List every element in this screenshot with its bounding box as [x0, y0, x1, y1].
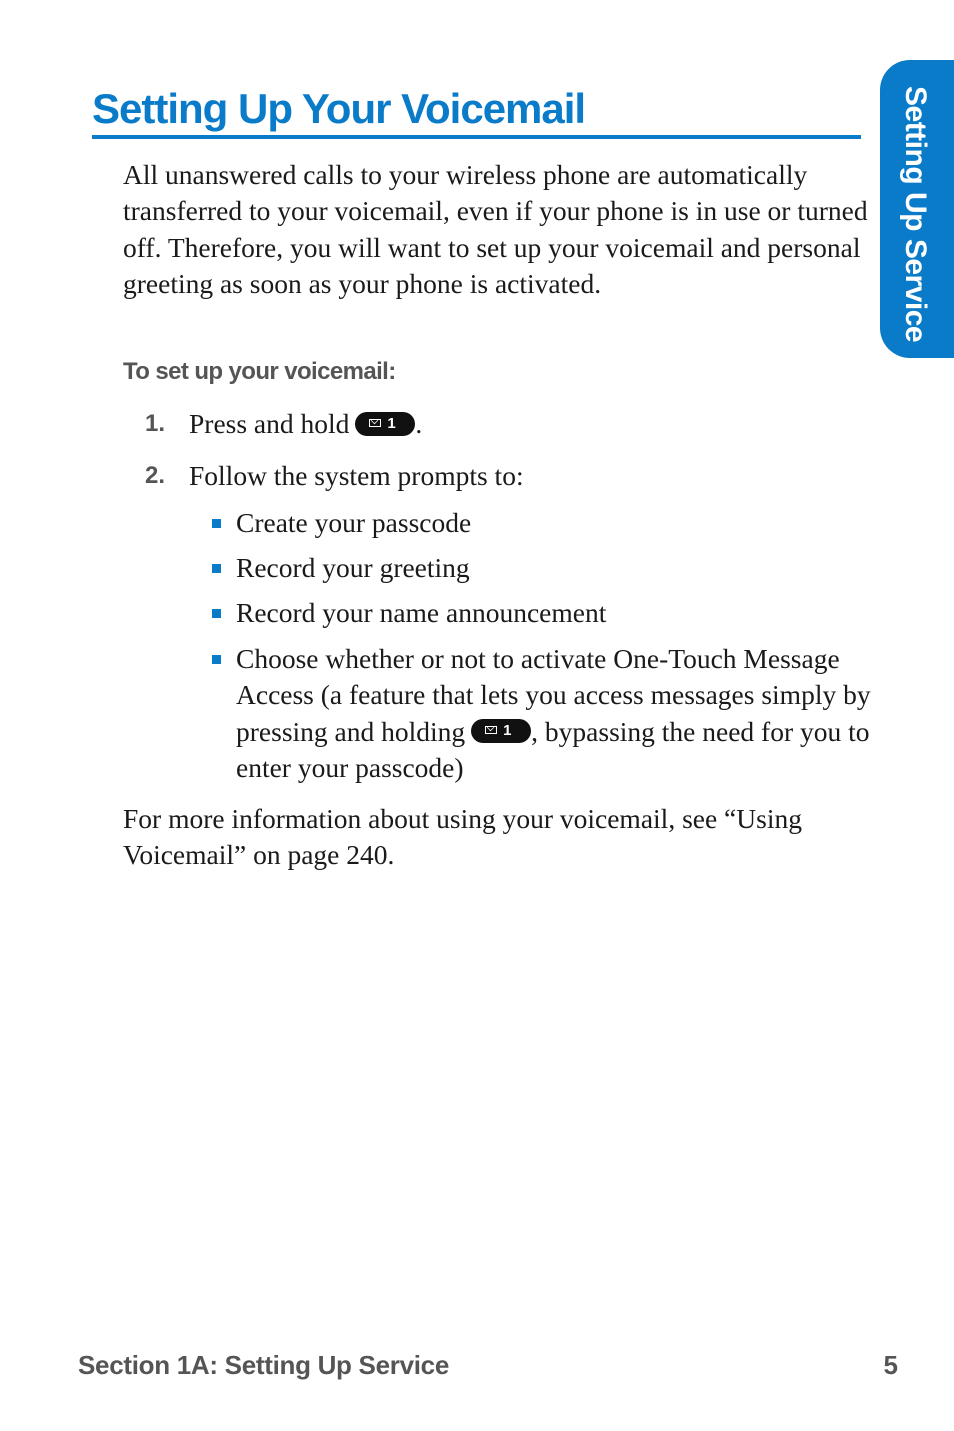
step-1-text: Press and hold	[189, 408, 350, 439]
list-item	[212, 641, 872, 787]
step-number: 2.	[144, 462, 165, 489]
bullet-square-icon	[212, 655, 221, 664]
envelope-icon	[485, 726, 497, 734]
step-2-text: Follow the system prompts to:	[189, 460, 524, 491]
voicemail-1-key-icon	[471, 719, 531, 743]
list-item	[212, 595, 872, 632]
key-number: 1	[387, 414, 396, 432]
bullet-text-after-key: , bypassing the need for you to enter your passcode)	[236, 715, 870, 784]
title-rule	[92, 135, 861, 139]
list-item	[212, 550, 872, 587]
more-info-paragraph: For more information about using your voicemail, see “Using Voicemail” on page 240.	[123, 803, 802, 871]
procedure-subhead: To set up your voicemail:	[123, 358, 396, 385]
envelope-icon	[369, 419, 381, 427]
bullet-square-icon	[212, 519, 221, 528]
bullet-text: Record your name announcement	[236, 597, 607, 629]
step-text	[189, 406, 422, 442]
step-number: 1.	[144, 410, 165, 437]
side-tab-label: Setting Up Service	[899, 86, 932, 343]
step-1-suffix: .	[415, 408, 423, 439]
key-number: 1	[503, 722, 512, 740]
footer-section-title: Section 1A: Setting Up Service	[78, 1350, 449, 1380]
voicemail-1-key-icon	[355, 412, 415, 436]
bullet-square-icon	[212, 609, 221, 618]
bullet-text: Create your passcode	[236, 507, 472, 538]
list-item	[212, 505, 872, 542]
page-number: 5	[883, 1350, 898, 1380]
prompt-bullet-list	[212, 505, 872, 796]
bullet-text-before-key: Choose whether or not to activate One-Touch Message Access (a feature that lets you access messages simply by pressing and holding	[236, 642, 871, 747]
bullet-square-icon	[212, 564, 221, 573]
bullet-text: Record your greeting	[236, 552, 470, 584]
intro-paragraph: All unanswered calls to your wireless phone are automatically transferred to your voicemail, even if your phone is in use or turned off. Therefore, you will want to set up your voicemail and personal greeting as soon as your phone is activated.	[123, 159, 868, 300]
page-title: Setting Up Your Voicemail	[92, 85, 586, 132]
